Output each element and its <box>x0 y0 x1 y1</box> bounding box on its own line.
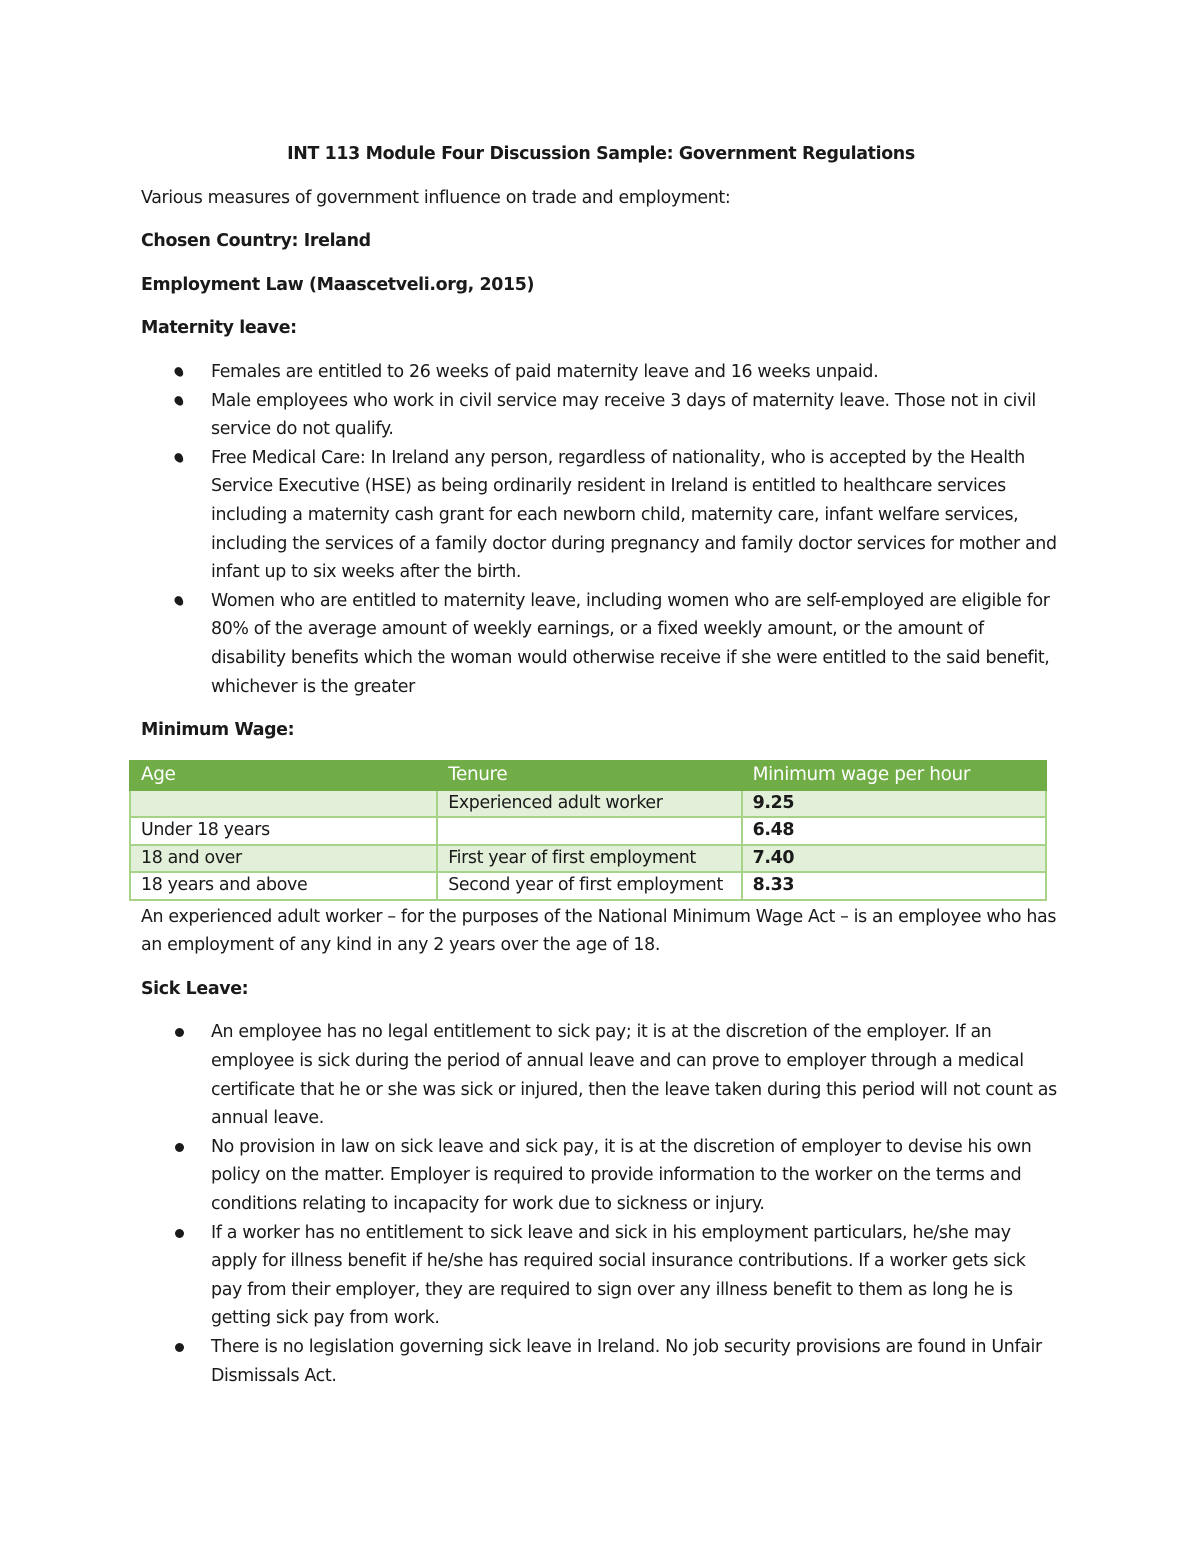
table-header-row <box>130 761 1046 790</box>
table-row <box>130 845 1046 873</box>
list-item: No provision in law on sick leave and sick pay, it is at the discretion of employer to devise his own policy on the matter. Employer is required to provide information to the worker on the terms and conditions relating to incapacity for work due to sickness or injury. <box>211 1133 1061 1219</box>
minimum-wage-table <box>129 760 1047 901</box>
cell-wage: 7.40 <box>742 845 1046 873</box>
cell-age: 18 and over <box>130 845 437 873</box>
chosen-country: Chosen Country: Ireland <box>141 231 371 252</box>
heading-sick-leave: Sick Leave: <box>141 978 249 999</box>
cell-tenure <box>437 817 741 845</box>
list-item: Women who are entitled to maternity leave, including women who are self-employed are eligible for 80% of the average amount of weekly earnings, or a fixed weekly amount, or the amount of disability benefits which the woman would otherwise receive if she were entitled to the said benefit, whichever is the greater <box>211 587 1061 701</box>
intro-text: Various measures of government influence on trade and employment: <box>141 187 731 208</box>
cell-tenure: Second year of first employment <box>437 872 741 900</box>
cell-age <box>130 790 437 818</box>
cell-tenure: Experienced adult worker <box>437 790 741 818</box>
minimum-wage-note: An experienced adult worker – for the purposes of the National Minimum Wage Act – is an employee who has an employment of any kind in any 2 years over the age of 18. <box>141 906 1057 956</box>
document-title: INT 113 Module Four Discussion Sample: Government Regulations <box>287 144 915 164</box>
list-item: Females are entitled to 26 weeks of paid maternity leave and 16 weeks unpaid. <box>211 358 1061 387</box>
maternity-list <box>141 358 1061 701</box>
cell-wage: 9.25 <box>742 790 1046 818</box>
cell-tenure: First year of first employment <box>437 845 741 873</box>
table-row <box>130 790 1046 818</box>
heading-maternity-leave: Maternity leave: <box>141 318 297 339</box>
table-row <box>130 817 1046 845</box>
document-page <box>141 140 1061 1405</box>
list-item: Free Medical Care: In Ireland any person, regardless of nationality, who is accepted by the Health Service Executive (HSE) as being ordinarily resident in Ireland is entitled to healthcare services including a maternity cash grant for each newborn child, maternity care, infant welfare services, including the services of a family doctor during pregnancy and family doctor services for mother and infant up to six weeks after the birth. <box>211 444 1061 587</box>
cell-wage: 8.33 <box>742 872 1046 900</box>
heading-minimum-wage: Minimum Wage: <box>141 720 295 741</box>
header-minimum-wage: Minimum wage per hour <box>742 761 1046 790</box>
header-age: Age <box>130 761 437 790</box>
list-item: An employee has no legal entitlement to sick pay; it is at the discretion of the employer. If an employee is sick during the period of annual leave and can prove to employer through a medical certificate that he or she was sick or injured, then the leave taken during this period will not count as annual leave. <box>211 1018 1061 1132</box>
header-tenure: Tenure <box>437 761 741 790</box>
list-item: There is no legislation governing sick leave in Ireland. No job security provisions are found in Unfair Dismissals Act. <box>211 1333 1061 1390</box>
table-row <box>130 872 1046 900</box>
sick-leave-list <box>141 1018 1061 1390</box>
cell-age: Under 18 years <box>130 817 437 845</box>
section-heading-employment-law: Employment Law (Maascetveli.org, 2015) <box>141 274 535 295</box>
cell-age: 18 years and above <box>130 872 437 900</box>
list-item: Male employees who work in civil service may receive 3 days of maternity leave. Those not in civil service do not qualify. <box>211 387 1061 444</box>
cell-wage: 6.48 <box>742 817 1046 845</box>
list-item: If a worker has no entitlement to sick leave and sick in his employment particulars, he/she may apply for illness benefit if he/she has required social insurance contributions. If a worker gets sick pay from their employer, they are required to sign over any illness benefit to them as long he is getting sick pay from work. <box>211 1219 1061 1333</box>
